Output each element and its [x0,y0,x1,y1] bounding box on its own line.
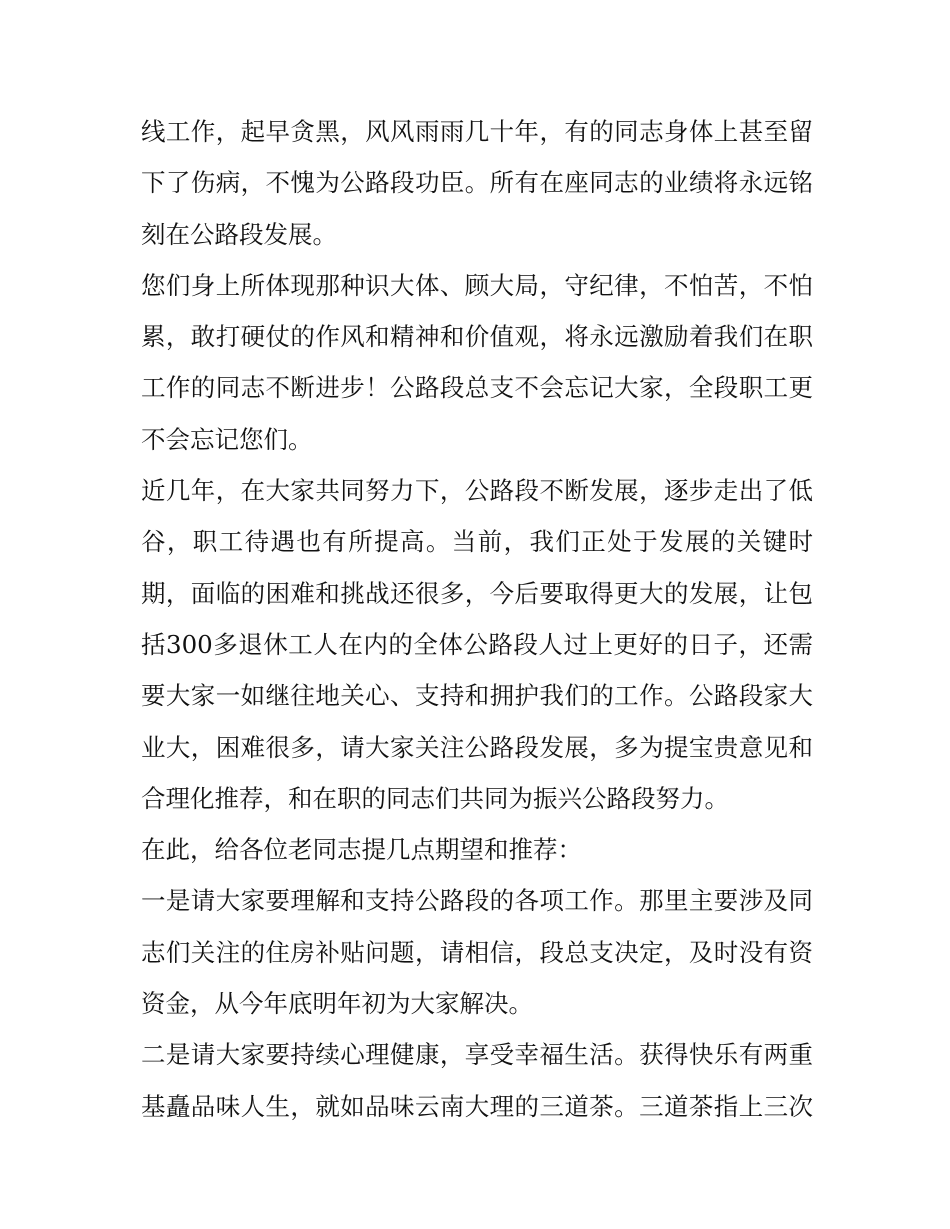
text-line: 近几年，在大家共同努力下，公路段不断发展，逐步走出了低 [141,476,813,506]
text-line: 谷，职工待遇也有所提高。当前，我们正处于发展的关键时 [141,527,813,557]
text-line: 基矗品味人生，就如品味云南大理的三道茶。三道茶指上三次 [141,1091,813,1121]
text-line: 合理化推荐，和在职的同志们共同为振兴公路段努力。 [141,783,729,813]
text-line: 累，敢打硬仗的作风和精神和价值观，将永远激励着我们在职 [141,322,813,352]
document-body [141,106,813,1132]
text-line: 在此，给各位老同志提几点期望和推荐： [141,835,582,865]
text-line: 您们身上所体现那种识大体、顾大局，守纪律，不怕苦，不怕 [141,270,813,300]
text-line: 二是请大家要持续心理健康，享受幸福生活。获得快乐有两重 [141,1040,813,1070]
text-line: 业大，困难很多，请大家关注公路段发展，多为提宝贵意见和 [141,732,813,762]
text-line: 下了伤病，不愧为公路段功臣。所有在座同志的业绩将永远铭 [141,168,813,198]
text-line: 不会忘记您们。 [141,424,313,454]
text-line: 一是请大家要理解和支持公路段的各项工作。那里主要涉及同 [141,886,813,916]
text-line: 线工作，起早贪黑，风风雨雨几十年，有的同志身体上甚至留 [141,117,813,146]
text-line: 刻在公路段发展。 [141,219,337,249]
text-line: 志们关注的住房补贴问题，请相信，段总支决定，及时没有资 [141,937,813,967]
text-line: 工作的同志不断进步！公路段总支不会忘记大家，全段职工更 [141,373,813,403]
text-line: 资金，从今年底明年初为大家解决。 [141,989,533,1019]
text-line: 要大家一如继往地关心、支持和拥护我们的工作。公路段家大 [141,681,813,711]
text-line: 期，面临的困难和挑战还很多，今后要取得更大的发展，让包 [141,578,813,608]
text-line: 括300多退休工人在内的全体公路段人过上更好的日子，还需 [141,629,813,659]
